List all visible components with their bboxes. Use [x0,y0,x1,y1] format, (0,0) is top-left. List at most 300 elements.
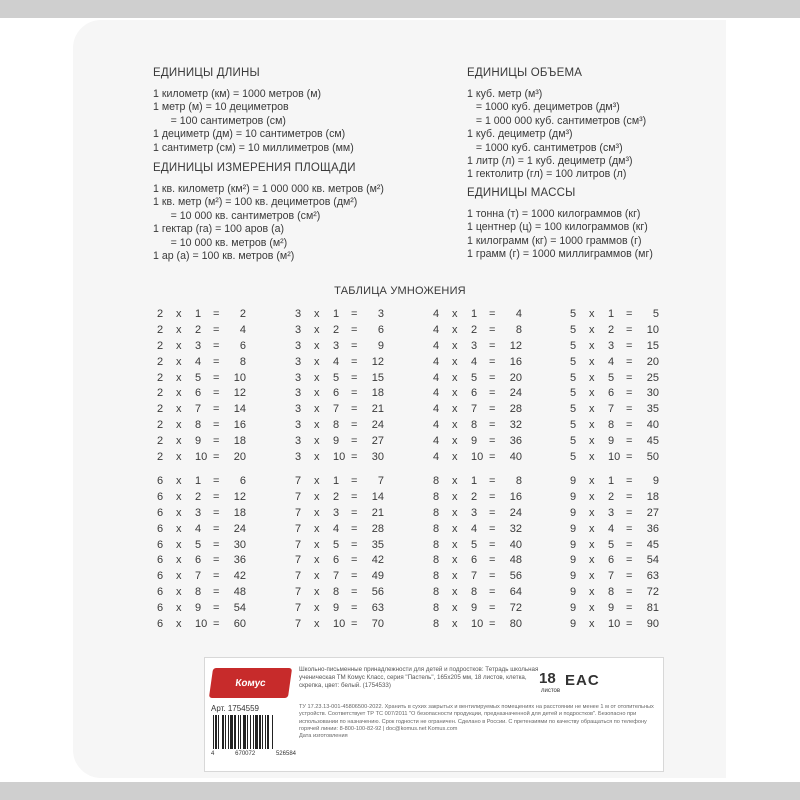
product: 2 [239,308,246,320]
product: 45 [646,435,659,448]
multiplier: 2 [195,323,202,336]
product: 16 [233,419,246,432]
times-sign: x [176,387,182,400]
product: 42 [371,554,384,567]
times-sign: x [589,570,595,583]
multiplicand: 2 [157,387,164,400]
times-sign: x [589,451,595,464]
mass-units-title: ЕДИНИЦЫ МАССЫ [467,187,576,199]
product: 42 [233,570,246,583]
multiplier: 7 [608,570,615,583]
equals-sign: = [351,451,358,464]
multiplicand: 7 [295,602,302,615]
multiplicand: 6 [157,602,164,615]
product: 40 [509,538,522,551]
product: 35 [371,538,384,551]
times-sign: x [176,419,182,432]
product: 6 [239,339,246,352]
equals-sign: = [213,475,220,487]
times-sign: x [176,490,182,503]
equals-sign: = [351,490,358,503]
equals-sign: = [351,371,358,384]
multiplicand: 5 [570,308,577,320]
multiplier: 10 [195,451,208,464]
product: 24 [509,506,522,519]
multiplier: 8 [471,419,478,432]
multiplicand: 7 [295,586,302,599]
volume-unit-line: = 1000 куб. сантиметров (см³) [467,141,623,154]
equals-sign: = [626,554,633,567]
times-sign: x [176,451,182,464]
product: 30 [646,387,659,400]
equals-sign: = [213,586,220,599]
length-unit-line: 1 километр (км) = 1000 метров (м) [153,88,322,100]
equals-sign: = [626,570,633,583]
equals-sign: = [489,403,496,416]
multiplier: 8 [333,586,340,599]
multiplicand: 9 [570,618,577,631]
multiplicand: 4 [433,339,440,352]
product: 14 [233,403,246,416]
equals-sign: = [213,451,220,464]
times-sign: x [589,475,595,487]
product: 10 [233,371,246,384]
multiplier: 6 [471,387,478,400]
multiplicand: 4 [433,419,440,432]
area-unit-line: 1 гектар (га) = 100 аров (а) [153,223,285,236]
multiplicand: 5 [570,419,577,432]
multiplicand: 4 [433,451,440,464]
multiplicand: 8 [433,586,440,599]
multiplier: 6 [195,387,202,400]
multiplier: 7 [471,570,478,583]
times-sign: x [176,570,182,583]
product: 18 [371,387,384,400]
multiplier: 7 [195,570,202,583]
area-unit-line: = 10 000 кв. метров (м²) [153,236,288,249]
product: 18 [233,506,246,519]
multiplier: 1 [333,475,340,487]
equals-sign: = [626,586,633,599]
equals-sign: = [213,308,220,320]
multiplier: 6 [608,554,615,567]
times-sign: x [452,323,458,336]
product: 12 [233,387,246,400]
product: 60 [233,618,246,631]
product: 9 [652,475,659,487]
times-sign: x [589,403,595,416]
multiplier: 10 [333,451,346,464]
product: 7 [377,475,384,487]
multiplicand: 7 [295,506,302,519]
equals-sign: = [489,506,496,519]
multiplier: 8 [195,419,202,432]
barcode-bar [228,715,229,749]
product: 40 [509,451,522,464]
equals-sign: = [489,451,496,464]
area-units-list [153,183,384,263]
equals-sign: = [489,323,496,336]
equals-sign: = [626,506,633,519]
equals-sign: = [489,602,496,615]
multiplicand: 3 [295,451,302,464]
times-sign: x [452,570,458,583]
barcode-digit-group: 670072 [235,751,256,757]
times-sign: x [589,308,595,320]
product: 6 [377,323,384,336]
multiplicand: 6 [157,618,164,631]
multiplicand: 6 [157,586,164,599]
equals-sign: = [626,435,633,448]
product: 27 [646,506,659,519]
product: 3 [377,308,384,320]
multiplicand: 7 [295,570,302,583]
multiplicand: 2 [157,419,164,432]
times-sign: x [176,522,182,535]
product: 5 [652,308,659,320]
equals-sign: = [626,371,633,384]
multiplier: 3 [333,339,340,352]
multiplier: 9 [333,435,340,448]
times-sign: x [589,435,595,448]
multiplicand: 4 [433,435,440,448]
multiplier: 9 [608,602,615,615]
multiplicand: 9 [570,506,577,519]
multiplier: 2 [471,490,478,503]
multiplier: 6 [471,554,478,567]
equals-sign: = [489,554,496,567]
times-sign: x [452,451,458,464]
times-sign: x [176,475,182,487]
multiplier: 9 [608,435,615,448]
multiplier: 4 [195,522,202,535]
times-sign: x [314,403,320,416]
product: 10 [646,323,659,336]
product: 8 [239,355,246,368]
multiplier: 4 [333,522,340,535]
equals-sign: = [351,554,358,567]
barcode-bar [255,715,258,749]
barcode-bar [247,715,248,749]
equals-sign: = [489,371,496,384]
equals-sign: = [626,308,633,320]
product: 45 [646,538,659,551]
product: 54 [233,602,246,615]
bottom-edge-band [0,782,800,800]
equals-sign: = [213,339,220,352]
equals-sign: = [213,490,220,503]
barcode-bars [211,715,296,749]
times-sign: x [589,323,595,336]
product: 50 [646,451,659,464]
multiplicand: 8 [433,570,440,583]
multiplicand: 4 [433,308,440,320]
times-sign: x [314,506,320,519]
equals-sign: = [626,451,633,464]
product: 32 [509,419,522,432]
length-units-list [153,88,354,155]
times-sign: x [314,586,320,599]
equals-sign: = [626,403,633,416]
times-sign: x [176,371,182,384]
product: 12 [371,355,384,368]
equals-sign: = [626,355,633,368]
multiplier: 8 [471,586,478,599]
product: 24 [371,419,384,432]
times-sign: x [452,506,458,519]
times-sign: x [452,355,458,368]
equals-sign: = [213,323,220,336]
equals-sign: = [489,355,496,368]
multiplier: 5 [471,371,478,384]
equals-sign: = [351,522,358,535]
equals-sign: = [213,371,220,384]
equals-sign: = [351,586,358,599]
times-sign: x [589,387,595,400]
times-sign: x [589,602,595,615]
multiplier: 7 [333,570,340,583]
times-sign: x [589,538,595,551]
barcode-bar [213,715,214,749]
multiplier: 4 [608,522,615,535]
product: 4 [239,323,246,336]
equals-sign: = [626,387,633,400]
product: 15 [371,371,384,384]
equals-sign: = [626,339,633,352]
times-sign: x [452,387,458,400]
multiplicand: 7 [295,538,302,551]
multiplier: 8 [195,586,202,599]
multiplier: 5 [471,538,478,551]
times-sign: x [589,419,595,432]
multiplier: 10 [608,618,621,631]
times-sign: x [176,618,182,631]
times-sign: x [589,554,595,567]
multiplicand: 2 [157,339,164,352]
product: 18 [233,435,246,448]
multiplicand: 9 [570,602,577,615]
times-sign: x [176,403,182,416]
product: 49 [371,570,384,583]
barcode-digit-group: 526584 [275,751,296,757]
times-sign: x [589,506,595,519]
times-sign: x [176,339,182,352]
equals-sign: = [213,435,220,448]
equals-sign: = [626,323,633,336]
multiplicand: 3 [295,339,302,352]
product: 21 [371,506,384,519]
multiplier: 1 [608,308,615,320]
multiplicand: 2 [157,403,164,416]
product: 30 [233,538,246,551]
multiplier: 5 [195,538,202,551]
times-sign: x [314,618,320,631]
product: 20 [509,371,522,384]
multiplicand: 4 [433,403,440,416]
times-sign: x [176,308,182,320]
equals-sign: = [213,403,220,416]
equals-sign: = [213,538,220,551]
multiplicand: 6 [157,538,164,551]
multiplicand: 9 [570,490,577,503]
multiplier: 1 [471,308,478,320]
equals-sign: = [213,618,220,631]
multiplicand: 2 [157,308,164,320]
multiplicand: 8 [433,475,440,487]
multiplicand: 2 [157,435,164,448]
product: 16 [509,490,522,503]
product: 8 [515,323,522,336]
eac-mark: EAC [565,672,600,689]
times-sign: x [314,602,320,615]
product: 56 [371,586,384,599]
product: 64 [509,586,522,599]
multiplicand: 5 [570,371,577,384]
equals-sign: = [351,308,358,320]
product: 35 [646,403,659,416]
multiplier: 8 [608,586,615,599]
multiplier: 10 [471,618,484,631]
product: 8 [515,475,522,487]
multiplier: 8 [608,419,615,432]
times-sign: x [452,586,458,599]
barcode-bar [238,715,239,749]
volume-unit-line: 1 литр (л) = 1 куб. дециметр (дм³) [467,155,633,168]
multiplicand: 6 [157,570,164,583]
product: 24 [233,522,246,535]
equals-sign: = [351,506,358,519]
multiplier: 6 [333,554,340,567]
mass-units-list [467,208,653,262]
equals-sign: = [351,403,358,416]
barcode-bar [240,715,241,749]
equals-sign: = [489,339,496,352]
equals-sign: = [489,490,496,503]
times-sign: x [452,371,458,384]
times-sign: x [452,475,458,487]
multiplicand: 5 [570,451,577,464]
multiplicand: 4 [433,371,440,384]
times-sign: x [452,339,458,352]
times-sign: x [452,403,458,416]
equals-sign: = [489,570,496,583]
equals-sign: = [213,387,220,400]
multiplicand: 2 [157,371,164,384]
length-unit-line: 1 метр (м) = 10 дециметров [153,101,289,114]
mass-unit-line: 1 центнер (ц) = 100 килограммов (кг) [467,221,648,234]
multiplicand: 9 [570,570,577,583]
multiplier: 4 [608,355,615,368]
area-unit-line: 1 кв. метр (м²) = 100 кв. дециметров (дм²) [153,196,358,209]
times-sign: x [176,506,182,519]
equals-sign: = [489,308,496,320]
times-sign: x [314,490,320,503]
times-sign: x [452,602,458,615]
times-sign: x [314,570,320,583]
multiplier: 4 [471,522,478,535]
mass-unit-line: 1 тонна (т) = 1000 килограммов (кг) [467,208,641,220]
product: 6 [239,475,246,487]
multiplicand: 9 [570,475,577,487]
sheet-count-unit: листов [541,688,561,694]
top-edge-band [0,0,800,18]
times-sign: x [176,323,182,336]
volume-units-title: ЕДИНИЦЫ ОБЪЕМА [467,67,583,79]
product: 81 [646,602,659,615]
equals-sign: = [351,602,358,615]
multiplicand: 9 [570,538,577,551]
multiplicand: 2 [157,355,164,368]
multiplier: 7 [608,403,615,416]
equals-sign: = [351,387,358,400]
multiplicand: 7 [295,475,302,487]
equals-sign: = [489,522,496,535]
times-sign: x [452,522,458,535]
product: 28 [509,403,522,416]
multiplicand: 7 [295,618,302,631]
mass-unit-line: 1 грамм (г) = 1000 миллиграммов (мг) [467,248,653,261]
barcode-bar [222,715,224,749]
multiplier: 9 [471,602,478,615]
equals-sign: = [213,554,220,567]
multiplier: 2 [195,490,202,503]
times-sign: x [589,490,595,503]
times-sign: x [589,355,595,368]
multiplicand: 8 [433,602,440,615]
multiplier: 7 [195,403,202,416]
multiplicand: 9 [570,554,577,567]
multiplier: 1 [608,475,615,487]
multiplier: 6 [333,387,340,400]
product: 18 [646,490,659,503]
product: 56 [509,570,522,583]
multiplicand: 3 [295,387,302,400]
equals-sign: = [626,522,633,535]
barcode-bar [218,715,219,749]
times-sign: x [452,308,458,320]
product: 4 [515,308,522,320]
equals-sign: = [351,618,358,631]
multiplicand: 5 [570,323,577,336]
multiplicand: 8 [433,522,440,535]
multiplicand: 3 [295,419,302,432]
multiplier: 3 [471,339,478,352]
equals-sign: = [626,490,633,503]
times-sign: x [314,451,320,464]
times-sign: x [452,490,458,503]
multiplicand: 2 [157,323,164,336]
times-sign: x [176,586,182,599]
multiplier: 4 [195,355,202,368]
times-sign: x [176,435,182,448]
volume-units-list [467,88,646,182]
times-sign: x [314,522,320,535]
multiplier: 4 [471,355,478,368]
equals-sign: = [213,419,220,432]
multiplier: 2 [333,490,340,503]
product: 72 [646,586,659,599]
equals-sign: = [351,355,358,368]
mass-unit-line: 1 килограмм (кг) = 1000 граммов (г) [467,234,642,247]
volume-unit-line: 1 гектолитр (гл) = 100 литров (л) [467,168,627,181]
multiplicand: 5 [570,355,577,368]
multiplier: 1 [195,475,202,487]
barcode-bar [225,715,226,749]
multiplicand: 3 [295,355,302,368]
times-sign: x [314,371,320,384]
multiplier: 5 [195,371,202,384]
multiplier: 4 [333,355,340,368]
